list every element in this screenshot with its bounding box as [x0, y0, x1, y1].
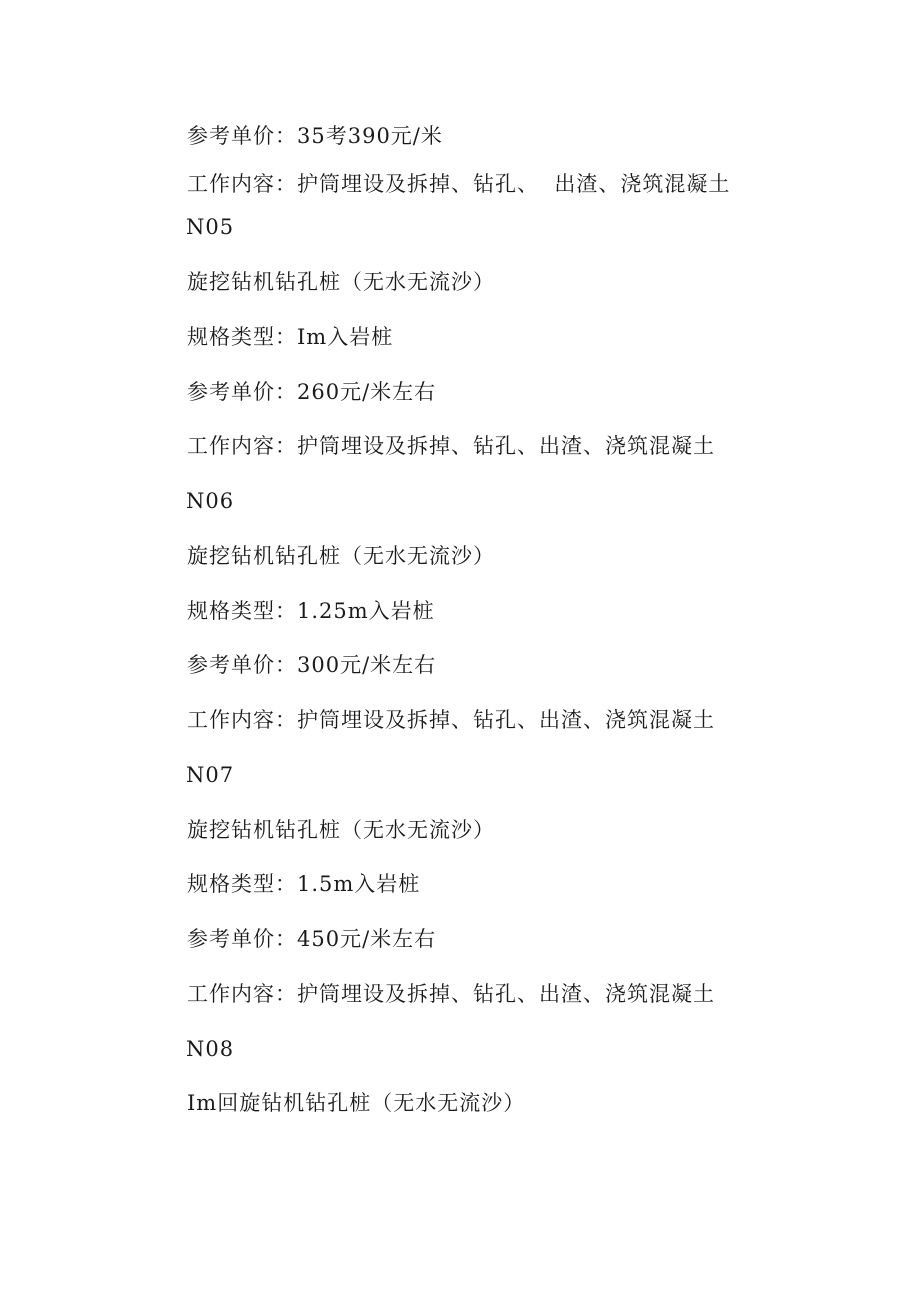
item-number: N07	[186, 763, 235, 787]
item-number: N05	[186, 215, 235, 239]
unit-price-line: 参考单价：300元/米左右	[187, 653, 437, 677]
item-number: N06	[186, 489, 235, 513]
spec-type-line: 规格类型：1.5m入岩桩	[187, 872, 421, 896]
item-title: Im回旋钻机钻孔桩（无水无流沙）	[187, 1091, 526, 1115]
unit-price-line: 参考单价：260元/米左右	[187, 380, 437, 404]
work-content-line: 工作内容：护筒埋设及拆掉、钻孔、出渣、浇筑混凝土	[187, 982, 715, 1006]
unit-price-line: 参考单价：35考390元/米	[187, 124, 443, 148]
work-content-line: 工作内容：护筒埋设及拆掉、钻孔、 出渣、浇筑混凝土	[187, 172, 731, 196]
work-content-line: 工作内容：护筒埋设及拆掉、钻孔、出渣、浇筑混凝土	[187, 708, 715, 732]
unit-price-line: 参考单价：450元/米左右	[187, 927, 437, 951]
item-title: 旋挖钻机钻孔桩（无水无流沙）	[187, 818, 495, 842]
spec-type-line: 规格类型：Im入岩桩	[187, 325, 394, 349]
item-title: 旋挖钻机钻孔桩（无水无流沙）	[187, 270, 495, 294]
item-number: N08	[186, 1037, 235, 1061]
item-title: 旋挖钻机钻孔桩（无水无流沙）	[187, 544, 495, 568]
spec-type-line: 规格类型：1.25m入岩桩	[187, 599, 435, 623]
work-content-line: 工作内容：护筒埋设及拆掉、钻孔、出渣、浇筑混凝土	[187, 434, 715, 458]
